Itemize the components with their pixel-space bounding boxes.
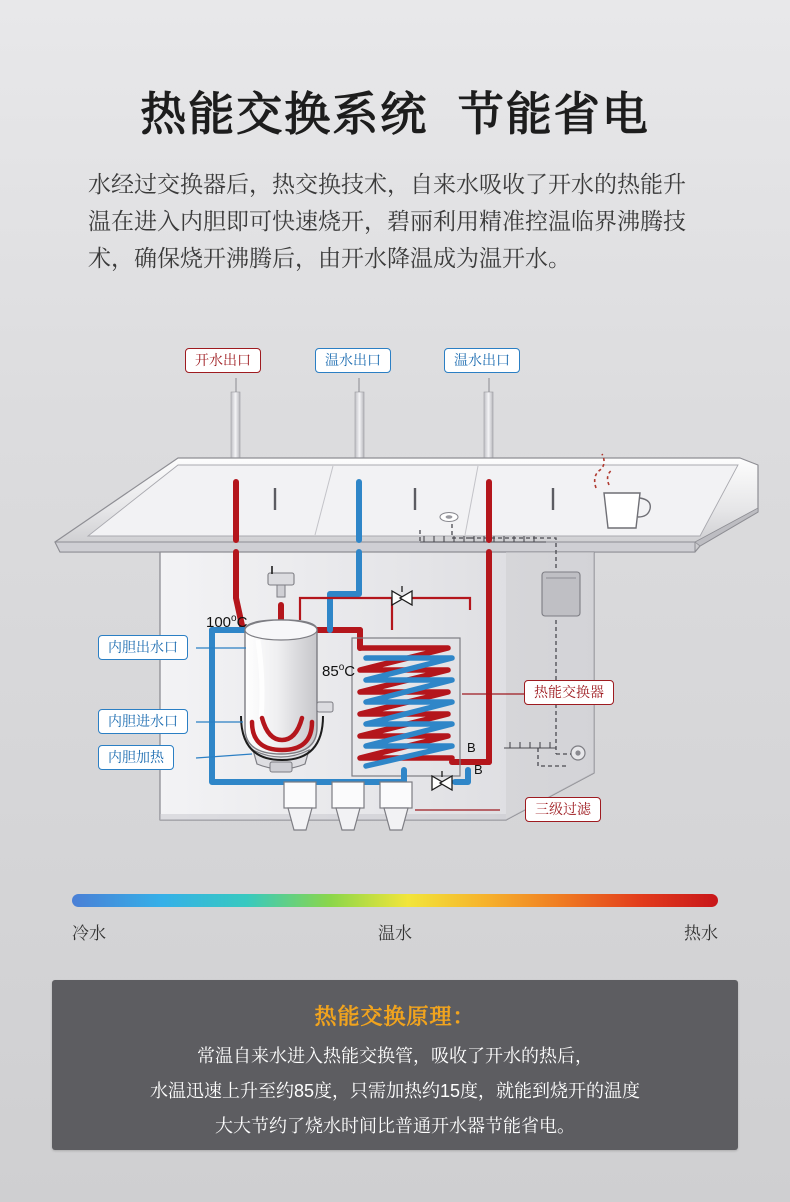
callout-tank-heating[interactable]: 内胆加热	[98, 745, 174, 770]
principle-line-1: 常温自来水进入热能交换管，吸收了开水的热后，	[197, 1046, 593, 1066]
temp-100-value: 100	[206, 614, 232, 631]
callout-tank-outlet[interactable]: 内胆出水口	[98, 635, 188, 660]
outlet-label-warm-2[interactable]: 温水出口	[444, 348, 520, 373]
gradient-label-cold: 冷水	[72, 924, 106, 943]
valve-mark-b-2: B	[474, 762, 483, 777]
water-heater-diagram	[0, 330, 790, 890]
filter-cartridges	[284, 782, 412, 830]
gradient-label-hot: 热水	[684, 924, 718, 943]
temperature-100c	[206, 613, 247, 631]
callout-tank-inlet[interactable]: 内胆进水口	[98, 709, 188, 734]
valve-mark-b-1: B	[467, 740, 476, 755]
temp-85-value: 85	[322, 663, 339, 680]
temperature-gradient	[72, 894, 718, 941]
gradient-bar	[72, 894, 718, 907]
principle-title: 热能交换原理：	[314, 1004, 476, 1029]
callout-three-stage-filter[interactable]: 三级过滤	[525, 797, 601, 822]
outlet-leader-lines	[236, 378, 489, 392]
principle-panel	[52, 980, 738, 1150]
gradient-label-warm: 温水	[378, 924, 412, 943]
outlet-label-hot[interactable]: 开水出口	[185, 348, 261, 373]
temp-100-degree: o	[231, 613, 237, 624]
temperature-85c	[322, 662, 355, 680]
page-subtitle: 水经过交换器后，热交换技术，自来水吸收了开水的热能升温在进入内胆即可快速烧开，碧丽利用精准控温临界沸腾技术，确保烧开沸腾后，由开水降温成为温开水。	[88, 171, 686, 271]
temp-85-suffix: C	[344, 663, 356, 680]
page-title: 热能交换系统 节能省电	[140, 88, 650, 140]
temp-85-degree: o	[338, 662, 345, 673]
gradient-labels	[72, 919, 718, 941]
diagram-svg	[0, 330, 790, 890]
temp-100-suffix: C	[236, 614, 248, 631]
callout-heat-exchanger[interactable]: 热能交换器	[524, 680, 614, 705]
principle-line-3: 大大节约了烧水时间比普通开水器节能省电。	[215, 1116, 575, 1136]
counter-top	[55, 458, 758, 552]
outlet-label-warm-1[interactable]: 温水出口	[315, 348, 391, 373]
principle-line-2: 水温迅速上升至约85度，只需加热约15度，就能到烧开的温度	[149, 1081, 641, 1101]
